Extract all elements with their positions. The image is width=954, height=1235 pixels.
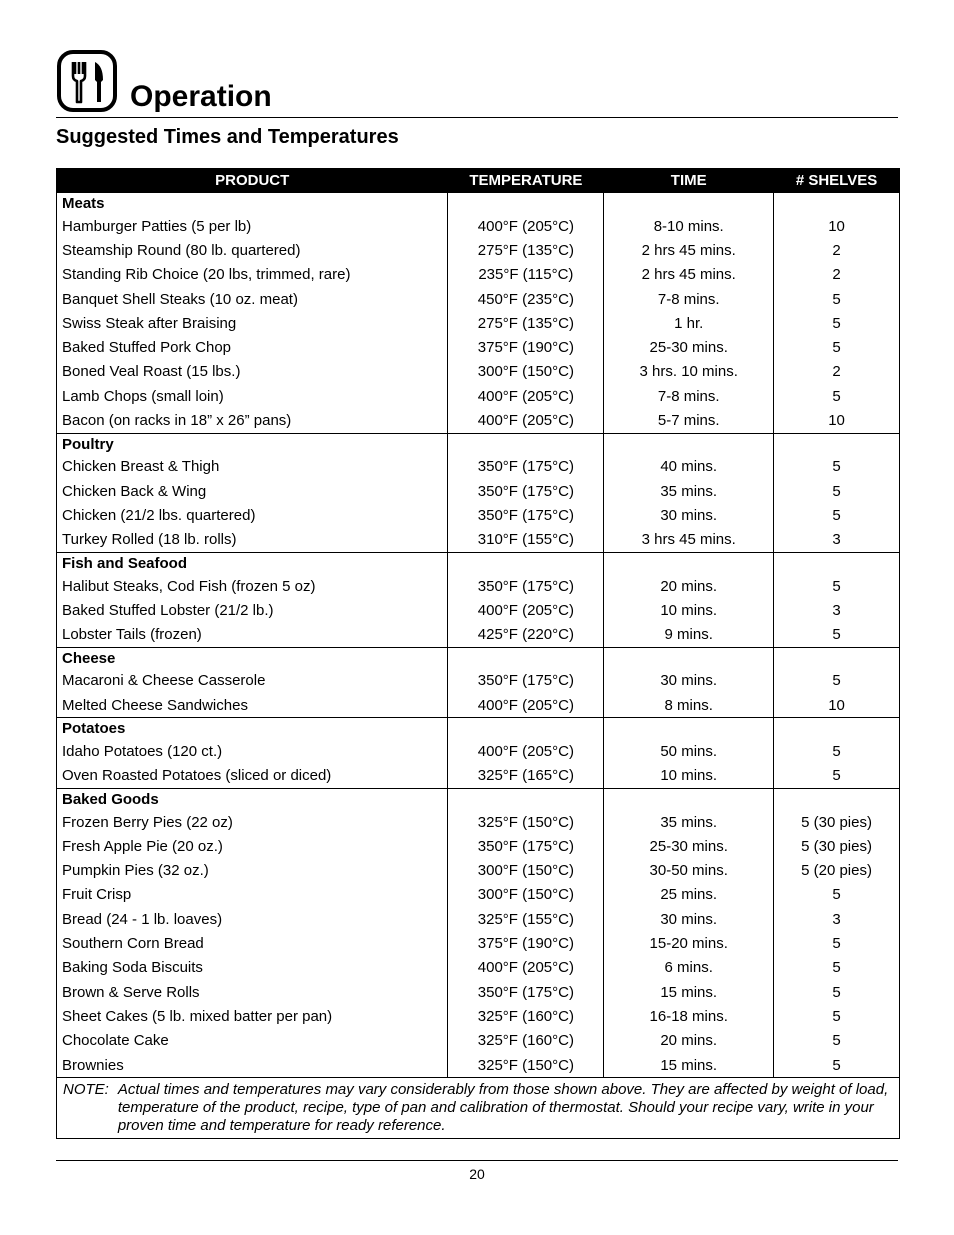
temperature-cell: 400°F (205°C)	[448, 384, 604, 408]
category-row	[57, 647, 900, 669]
empty-cell	[604, 193, 774, 215]
table-row	[57, 335, 900, 359]
table-row	[57, 1029, 900, 1053]
time-cell: 1 hr.	[604, 311, 774, 335]
table-row	[57, 883, 900, 907]
table-row	[57, 528, 900, 553]
time-cell: 8-10 mins.	[604, 214, 774, 238]
empty-cell	[774, 193, 900, 215]
shelves-cell: 5	[774, 622, 900, 647]
product-cell: Bread (24 - 1 lb. loaves)	[57, 907, 448, 931]
times-temperatures-table	[56, 168, 900, 1139]
shelves-cell: 5	[774, 1004, 900, 1028]
shelves-cell: 5	[774, 764, 900, 789]
temperature-cell: 300°F (150°C)	[448, 859, 604, 883]
temperature-cell: 400°F (205°C)	[448, 956, 604, 980]
time-cell: 40 mins.	[604, 455, 774, 479]
category-row	[57, 552, 900, 574]
time-cell: 35 mins.	[604, 810, 774, 834]
product-cell: Standing Rib Choice (20 lbs, trimmed, rare)	[57, 263, 448, 287]
temperature-cell: 350°F (175°C)	[448, 669, 604, 693]
time-cell: 8 mins.	[604, 693, 774, 718]
product-cell: Idaho Potatoes (120 ct.)	[57, 739, 448, 763]
time-cell: 15 mins.	[604, 980, 774, 1004]
product-cell: Lobster Tails (frozen)	[57, 622, 448, 647]
temperature-cell: 350°F (175°C)	[448, 479, 604, 503]
column-header-product: PRODUCT	[57, 169, 448, 193]
table-row	[57, 503, 900, 527]
temperature-cell: 235°F (115°C)	[448, 263, 604, 287]
table-row	[57, 238, 900, 262]
product-cell: Bacon (on racks in 18” x 26” pans)	[57, 408, 448, 433]
product-cell: Pumpkin Pies (32 oz.)	[57, 859, 448, 883]
table-row	[57, 263, 900, 287]
shelves-cell: 5	[774, 287, 900, 311]
section-title: Suggested Times and Temperatures	[56, 126, 399, 148]
time-cell: 5-7 mins.	[604, 408, 774, 433]
table-row	[57, 956, 900, 980]
category-row	[57, 193, 900, 215]
shelves-cell: 5	[774, 574, 900, 598]
shelves-cell: 2	[774, 263, 900, 287]
empty-cell	[448, 552, 604, 574]
product-cell: Chicken Back & Wing	[57, 479, 448, 503]
empty-cell	[448, 193, 604, 215]
table-header	[57, 169, 900, 193]
product-cell: Brown & Serve Rolls	[57, 980, 448, 1004]
temperature-cell: 325°F (160°C)	[448, 1029, 604, 1053]
product-cell: Steamship Round (80 lb. quartered)	[57, 238, 448, 262]
shelves-cell: 10	[774, 693, 900, 718]
time-cell: 15-20 mins.	[604, 931, 774, 955]
product-cell: Southern Corn Bread	[57, 931, 448, 955]
temperature-cell: 400°F (205°C)	[448, 693, 604, 718]
temperature-cell: 325°F (150°C)	[448, 1053, 604, 1078]
temperature-cell: 350°F (175°C)	[448, 834, 604, 858]
temperature-cell: 400°F (205°C)	[448, 408, 604, 433]
time-cell: 2 hrs 45 mins.	[604, 238, 774, 262]
product-cell: Baked Stuffed Lobster (21/2 lb.)	[57, 598, 448, 622]
shelves-cell: 5	[774, 335, 900, 359]
time-cell: 6 mins.	[604, 956, 774, 980]
product-cell: Macaroni & Cheese Casserole	[57, 669, 448, 693]
table-row	[57, 622, 900, 647]
product-cell: Fruit Crisp	[57, 883, 448, 907]
shelves-cell: 10	[774, 408, 900, 433]
shelves-cell: 5 (30 pies)	[774, 810, 900, 834]
column-header-shelves: # SHELVES	[774, 169, 900, 193]
time-cell: 30 mins.	[604, 669, 774, 693]
empty-cell	[774, 552, 900, 574]
shelves-cell: 5 (30 pies)	[774, 834, 900, 858]
table-row	[57, 311, 900, 335]
shelves-cell: 5	[774, 956, 900, 980]
table-row	[57, 287, 900, 311]
product-cell: Oven Roasted Potatoes (sliced or diced)	[57, 764, 448, 789]
temperature-cell: 375°F (190°C)	[448, 931, 604, 955]
product-cell: Banquet Shell Steaks (10 oz. meat)	[57, 287, 448, 311]
empty-cell	[448, 433, 604, 455]
time-cell: 30 mins.	[604, 907, 774, 931]
shelves-cell: 5 (20 pies)	[774, 859, 900, 883]
shelves-cell: 10	[774, 214, 900, 238]
product-cell: Fresh Apple Pie (20 oz.)	[57, 834, 448, 858]
table-row	[57, 834, 900, 858]
time-cell: 20 mins.	[604, 1029, 774, 1053]
product-cell: Chicken (21/2 lbs. quartered)	[57, 503, 448, 527]
shelves-cell: 5	[774, 503, 900, 527]
empty-cell	[774, 788, 900, 810]
temperature-cell: 375°F (190°C)	[448, 335, 604, 359]
time-cell: 25-30 mins.	[604, 834, 774, 858]
category-label: Potatoes	[57, 718, 448, 740]
temperature-cell: 400°F (205°C)	[448, 739, 604, 763]
category-label: Poultry	[57, 433, 448, 455]
temperature-cell: 325°F (165°C)	[448, 764, 604, 789]
note	[63, 1081, 891, 1135]
table-row	[57, 980, 900, 1004]
table-row	[57, 739, 900, 763]
note-row	[57, 1078, 900, 1139]
shelves-cell: 3	[774, 907, 900, 931]
shelves-cell: 5	[774, 311, 900, 335]
time-cell: 10 mins.	[604, 598, 774, 622]
time-cell: 20 mins.	[604, 574, 774, 598]
category-row	[57, 788, 900, 810]
shelves-cell: 5	[774, 883, 900, 907]
shelves-cell: 2	[774, 238, 900, 262]
table-row	[57, 1004, 900, 1028]
empty-cell	[448, 647, 604, 669]
product-cell: Lamb Chops (small loin)	[57, 384, 448, 408]
time-cell: 35 mins.	[604, 479, 774, 503]
shelves-cell: 5	[774, 479, 900, 503]
time-cell: 30-50 mins.	[604, 859, 774, 883]
time-cell: 2 hrs 45 mins.	[604, 263, 774, 287]
page-header	[56, 48, 898, 118]
temperature-cell: 275°F (135°C)	[448, 311, 604, 335]
column-header-time: TIME	[604, 169, 774, 193]
product-cell: Brownies	[57, 1053, 448, 1078]
time-cell: 25 mins.	[604, 883, 774, 907]
table-row	[57, 859, 900, 883]
page-title: Operation	[130, 80, 272, 113]
shelves-cell: 5	[774, 1053, 900, 1078]
temperature-cell: 310°F (155°C)	[448, 528, 604, 553]
note-cell	[57, 1078, 900, 1139]
product-cell: Halibut Steaks, Cod Fish (frozen 5 oz)	[57, 574, 448, 598]
empty-cell	[604, 718, 774, 740]
temperature-cell: 300°F (150°C)	[448, 360, 604, 384]
category-label: Baked Goods	[57, 788, 448, 810]
empty-cell	[604, 647, 774, 669]
header-divider	[56, 117, 898, 118]
table-row	[57, 669, 900, 693]
temperature-cell: 325°F (160°C)	[448, 1004, 604, 1028]
note-text: Actual times and temperatures may vary considerably from those shown above. They are affected by weight of load, temperature of the product, recipe, type of pan and calibration of thermostat. Should your recipe vary, write in your proven time and temperature for ready reference.	[117, 1081, 889, 1135]
product-cell: Chicken Breast & Thigh	[57, 455, 448, 479]
utensils-icon	[57, 50, 117, 112]
product-cell: Baked Stuffed Pork Chop	[57, 335, 448, 359]
time-cell: 30 mins.	[604, 503, 774, 527]
time-cell: 9 mins.	[604, 622, 774, 647]
empty-cell	[774, 718, 900, 740]
table-row	[57, 1053, 900, 1078]
time-cell: 7-8 mins.	[604, 287, 774, 311]
table-row	[57, 214, 900, 238]
temperature-cell: 350°F (175°C)	[448, 980, 604, 1004]
table-row	[57, 810, 900, 834]
shelves-cell: 2	[774, 360, 900, 384]
table-row	[57, 574, 900, 598]
empty-cell	[604, 788, 774, 810]
temperature-cell: 350°F (175°C)	[448, 503, 604, 527]
table-row	[57, 931, 900, 955]
time-cell: 50 mins.	[604, 739, 774, 763]
time-cell: 3 hrs 45 mins.	[604, 528, 774, 553]
table-row	[57, 384, 900, 408]
shelves-cell: 5	[774, 980, 900, 1004]
category-row	[57, 718, 900, 740]
product-cell: Turkey Rolled (18 lb. rolls)	[57, 528, 448, 553]
empty-cell	[774, 433, 900, 455]
time-cell: 7-8 mins.	[604, 384, 774, 408]
temperature-cell: 400°F (205°C)	[448, 214, 604, 238]
table-row	[57, 479, 900, 503]
time-cell: 3 hrs. 10 mins.	[604, 360, 774, 384]
temperature-cell: 300°F (150°C)	[448, 883, 604, 907]
shelves-cell: 5	[774, 669, 900, 693]
product-cell: Chocolate Cake	[57, 1029, 448, 1053]
table-row	[57, 907, 900, 931]
product-cell: Baking Soda Biscuits	[57, 956, 448, 980]
product-cell: Swiss Steak after Braising	[57, 311, 448, 335]
shelves-cell: 5	[774, 384, 900, 408]
footer-divider	[56, 1160, 898, 1161]
temperature-cell: 275°F (135°C)	[448, 238, 604, 262]
table-row	[57, 360, 900, 384]
product-cell: Hamburger Patties (5 per lb)	[57, 214, 448, 238]
shelves-cell: 5	[774, 455, 900, 479]
table-row	[57, 764, 900, 789]
category-label: Meats	[57, 193, 448, 215]
product-cell: Boned Veal Roast (15 lbs.)	[57, 360, 448, 384]
product-cell: Sheet Cakes (5 lb. mixed batter per pan)	[57, 1004, 448, 1028]
temperature-cell: 450°F (235°C)	[448, 287, 604, 311]
time-cell: 25-30 mins.	[604, 335, 774, 359]
column-header-temperature: TEMPERATURE	[448, 169, 604, 193]
temperature-cell: 325°F (150°C)	[448, 810, 604, 834]
time-cell: 15 mins.	[604, 1053, 774, 1078]
temperature-cell: 425°F (220°C)	[448, 622, 604, 647]
empty-cell	[448, 788, 604, 810]
table-row	[57, 598, 900, 622]
shelves-cell: 5	[774, 1029, 900, 1053]
empty-cell	[448, 718, 604, 740]
category-row	[57, 433, 900, 455]
category-label: Cheese	[57, 647, 448, 669]
table-row	[57, 408, 900, 433]
empty-cell	[604, 433, 774, 455]
temperature-cell: 350°F (175°C)	[448, 455, 604, 479]
table-row	[57, 693, 900, 718]
shelves-cell: 3	[774, 528, 900, 553]
time-cell: 10 mins.	[604, 764, 774, 789]
time-cell: 16-18 mins.	[604, 1004, 774, 1028]
product-cell: Melted Cheese Sandwiches	[57, 693, 448, 718]
shelves-cell: 3	[774, 598, 900, 622]
temperature-cell: 400°F (205°C)	[448, 598, 604, 622]
page-number: 20	[469, 1166, 485, 1182]
shelves-cell: 5	[774, 739, 900, 763]
shelves-cell: 5	[774, 931, 900, 955]
product-cell: Frozen Berry Pies (22 oz)	[57, 810, 448, 834]
temperature-cell: 325°F (155°C)	[448, 907, 604, 931]
table-row	[57, 455, 900, 479]
table-body	[57, 193, 900, 1139]
empty-cell	[604, 552, 774, 574]
category-label: Fish and Seafood	[57, 552, 448, 574]
note-label: NOTE:	[63, 1081, 109, 1099]
empty-cell	[774, 647, 900, 669]
temperature-cell: 350°F (175°C)	[448, 574, 604, 598]
